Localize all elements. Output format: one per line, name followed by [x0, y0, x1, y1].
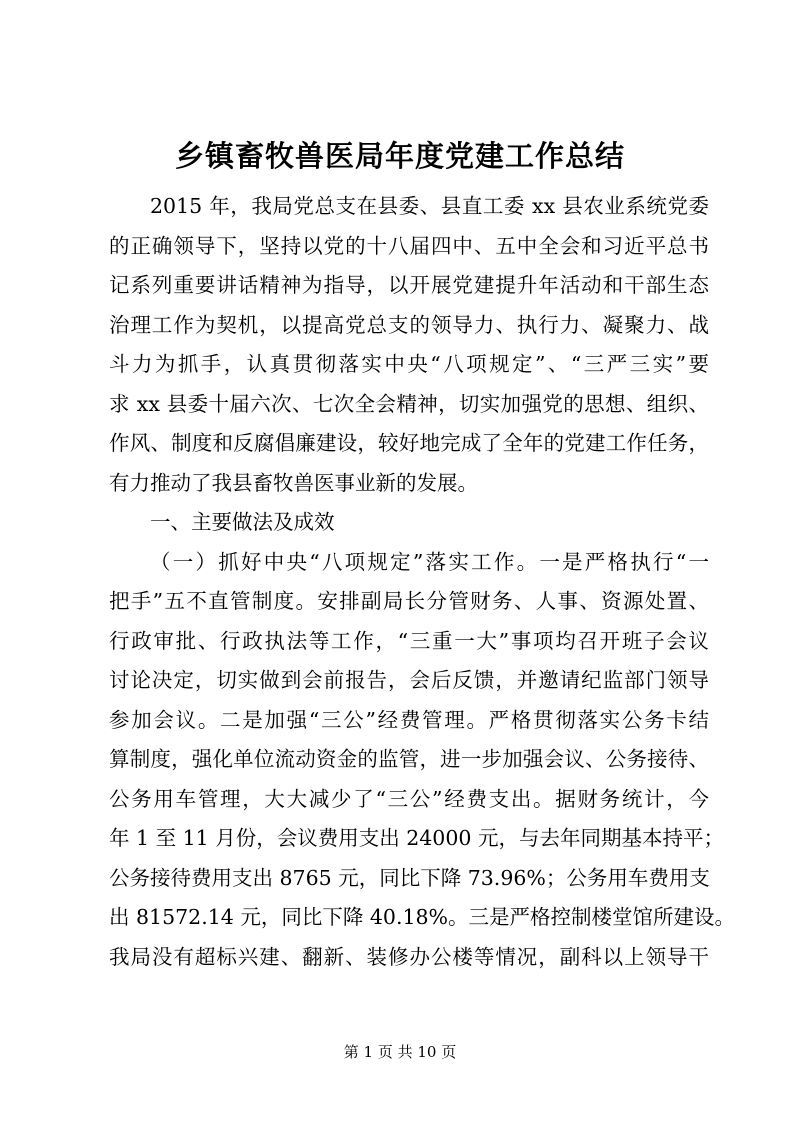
text-line: 2015 年，我局党总支在县委、县直工委 xx 县农业系统党委 [150, 194, 709, 218]
document-body [109, 187, 736, 977]
document-title: 乡镇畜牧兽医局年度党建工作总结 [174, 139, 625, 173]
text-line: 公务接待费用支出 8765 元，同比下降 73.96%；公务用车费用支 [109, 865, 710, 890]
text-line: 公务用车管理，大大减少了“三公”经费支出。据财务统计，今 [109, 786, 709, 811]
text-line: 参加会议。二是加强“三公”经费管理。严格贯彻落实公务卡结 [109, 707, 709, 732]
text-line: 年 1 至 11 月份，会议费用支出 24000 元，与去年同期基本持平； [109, 826, 724, 850]
text-line: 治理工作为契机，以提高党总支的领导力、执行力、凝聚力、战 [109, 312, 709, 337]
page-number-footer: 第 1 页 共 10 页 [343, 1043, 457, 1061]
text-line: 斗力为抓手，认真贯彻落实中央“八项规定”、“三严三实”要 [109, 352, 709, 376]
text-line: 把手”五不直管制度。安排副局长分管财务、人事、资源处置、 [109, 589, 709, 613]
text-line: 作风、制度和反腐倡廉建设，较好地完成了全年的党建工作任务， [109, 431, 709, 455]
text-line: 求 xx 县委十届六次、七次全会精神，切实加强党的思想、组织、 [109, 391, 709, 416]
text-line: 行政审批、行政执法等工作，“三重一大”事项均召开班子会议 [109, 628, 709, 653]
text-line: 的正确领导下，坚持以党的十八届四中、五中全会和习近平总书 [109, 233, 709, 258]
section-heading: 一、主要做法及成效 [150, 510, 335, 534]
text-line: 出 81572.14 元，同比下降 40.18%。三是严格控制楼堂馆所建设。 [109, 905, 736, 929]
text-line: 有力推动了我县畜牧兽医事业新的发展。 [109, 470, 478, 495]
text-line: 记系列重要讲话精神为指导，以开展党建提升年活动和干部生态 [109, 273, 709, 297]
text-line: 算制度，强化单位流动资金的监管，进一步加强会议、公务接待、 [109, 747, 709, 771]
text-line: （一）抓好中央“八项规定”落实工作。一是严格执行“一 [150, 549, 709, 574]
text-line: 讨论决定，切实做到会前报告，会后反馈，并邀请纪监部门领导 [109, 668, 709, 692]
text-line: 我局没有超标兴建、翻新、装修办公楼等情况，副科以上领导干 [109, 944, 709, 969]
